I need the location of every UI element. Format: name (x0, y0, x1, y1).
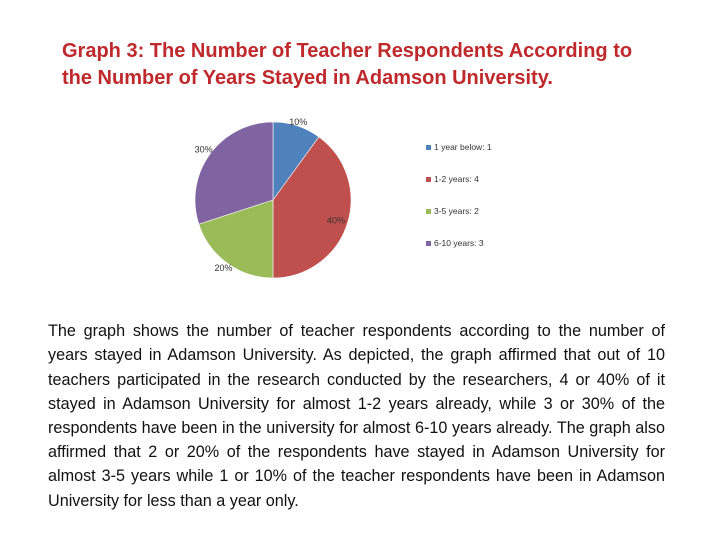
chart-title-line-2: the Number of Years Stayed in Adamson University. (62, 67, 553, 89)
legend-label-1-2-years: 1-2 years: 4 (434, 174, 479, 184)
legend-label-1-year-below: 1 year below: 1 (434, 142, 492, 152)
legend-label-6-10-years: 6-10 years: 3 (434, 238, 484, 248)
legend-label-3-5-years: 3-5 years: 2 (434, 206, 479, 216)
chart-title-line-1: Graph 3: The Number of Teacher Respondents According to (62, 40, 633, 62)
legend-swatch-6-10-years (426, 241, 431, 246)
description-paragraph: The graph shows the number of teacher respondents according to the number of years stayed in Adamson University. As depicted, the graph affirmed that out of 10 teachers participated in the research conducted by the researchers, 4 or 40% of it stayed in Adamson University for almost 1-2 years already, while 3 or 30% of the respondents have been in the university for almost 6-10 years already. The graph also affirmed that 2 or 20% of the respondents have stayed in Adamson University for almost 3-5 years while 1 or 10% of the teacher respondents have been in Adamson University for less than a year only. (48, 322, 665, 510)
legend-swatch-1-2-years (426, 177, 431, 182)
legend-swatch-1-year-below (426, 145, 431, 150)
slice-label-3-5-years: 20% (214, 263, 233, 274)
legend-swatch-3-5-years (426, 209, 431, 214)
slice-label-6-10-years: 30% (194, 144, 213, 155)
slice-label-1-2-years: 40% (327, 215, 346, 226)
slice-label-1-year-below: 10% (289, 117, 308, 128)
